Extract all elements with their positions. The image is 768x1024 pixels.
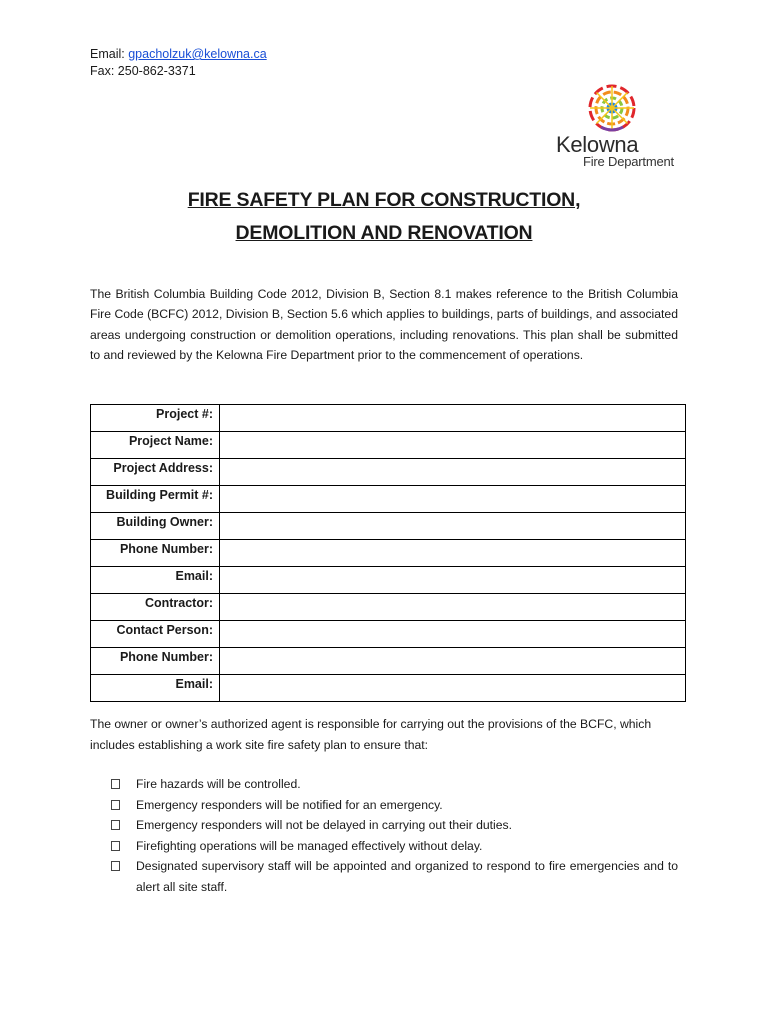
form-row (91, 621, 686, 648)
page-title-line-1: FIRE SAFETY PLAN FOR CONSTRUCTION, (187, 189, 581, 211)
checklist-item-text: Emergency responders will not be delayed in carrying out their duties. (136, 818, 512, 833)
form-field-input[interactable] (220, 433, 685, 457)
checklist-item-text: Emergency responders will be notified for an emergency. (136, 797, 443, 812)
form-field-label: Email: (91, 567, 220, 594)
email-line (90, 46, 267, 63)
form-field-label: Email: (91, 675, 220, 702)
form-row (91, 540, 686, 567)
form-field-cell (220, 513, 686, 540)
checklist-item (110, 815, 678, 836)
form-field-label: Contact Person: (91, 621, 220, 648)
kelowna-rosette-icon (586, 82, 638, 134)
intro-paragraph: The British Columbia Building Code 2012, Division B, Section 8.1 makes reference to the British Columbia Fire Code (BCFC) 2012, Division B, Section 5.6 which applies to buildings, parts of buildings, and associated areas undergoing construction or demolition operations, including renovations. This plan shall be submitted to and reviewed by the Kelowna Fire Department prior to the commencement of operations. (90, 287, 678, 362)
checklist-item (110, 774, 678, 795)
form-field-input[interactable] (220, 406, 685, 430)
form-field-label: Project #: (91, 405, 220, 432)
checklist-item-text: Firefighting operations will be managed effectively without delay. (136, 838, 483, 853)
checklist-item-text: Designated supervisory staff will be appointed and organized to respond to fire emergencies and to alert all site staff. (136, 859, 678, 894)
kelowna-fire-logo (556, 82, 680, 172)
project-info-table (90, 404, 686, 702)
checklist-item (110, 795, 678, 816)
form-field-label: Building Permit #: (91, 486, 220, 513)
form-row (91, 486, 686, 513)
form-field-label: Phone Number: (91, 648, 220, 675)
form-field-cell (220, 675, 686, 702)
form-row (91, 405, 686, 432)
form-row (91, 594, 686, 621)
logo-department-text: Fire Department (583, 154, 674, 169)
form-field-input[interactable] (220, 595, 685, 619)
form-field-cell (220, 432, 686, 459)
form-field-input[interactable] (220, 649, 685, 673)
fax-label: Fax: (90, 64, 115, 78)
form-row (91, 513, 686, 540)
safety-checklist (110, 774, 678, 898)
form-field-cell (220, 459, 686, 486)
form-field-cell (220, 567, 686, 594)
checkbox-icon[interactable] (111, 841, 120, 851)
checkbox-icon[interactable] (111, 861, 120, 871)
email-label: Email: (90, 47, 125, 61)
checklist-item-text: Fire hazards will be controlled. (136, 777, 301, 791)
contact-info (90, 46, 267, 80)
form-field-label: Phone Number: (91, 540, 220, 567)
email-link[interactable]: gpacholzuk@kelowna.ca (128, 47, 267, 61)
checklist-item (110, 836, 678, 857)
form-field-label: Contractor: (91, 594, 220, 621)
form-field-label: Building Owner: (91, 513, 220, 540)
form-field-cell (220, 540, 686, 567)
form-field-input[interactable] (220, 622, 685, 646)
checkbox-icon[interactable] (111, 800, 120, 810)
form-field-input[interactable] (220, 487, 685, 511)
checkbox-icon[interactable] (111, 820, 120, 830)
form-field-input[interactable] (220, 460, 685, 484)
page-title-line-2: DEMOLITION AND RENOVATION (235, 222, 533, 244)
form-field-label: Project Name: (91, 432, 220, 459)
form-field-label: Project Address: (91, 459, 220, 486)
form-field-input[interactable] (220, 568, 685, 592)
form-field-input[interactable] (220, 514, 685, 538)
form-field-cell (220, 594, 686, 621)
form-field-cell (220, 486, 686, 513)
responsibility-paragraph: The owner or owner’s authorized agent is responsible for carrying out the provisions of the BCFC, which includes establishing a work site fire safety plan to ensure that: (90, 717, 652, 752)
form-field-input[interactable] (220, 676, 685, 700)
logo-brand-text: Kelowna (556, 132, 639, 157)
form-field-cell (220, 621, 686, 648)
form-row (91, 648, 686, 675)
fax-line (90, 63, 267, 80)
form-field-cell (220, 648, 686, 675)
form-field-input[interactable] (220, 541, 685, 565)
form-row (91, 432, 686, 459)
checklist-item (110, 856, 678, 897)
form-row (91, 675, 686, 702)
form-row (91, 459, 686, 486)
form-row (91, 567, 686, 594)
fax-number: 250-862-3371 (117, 64, 196, 78)
form-field-cell (220, 405, 686, 432)
checkbox-icon[interactable] (111, 779, 120, 789)
